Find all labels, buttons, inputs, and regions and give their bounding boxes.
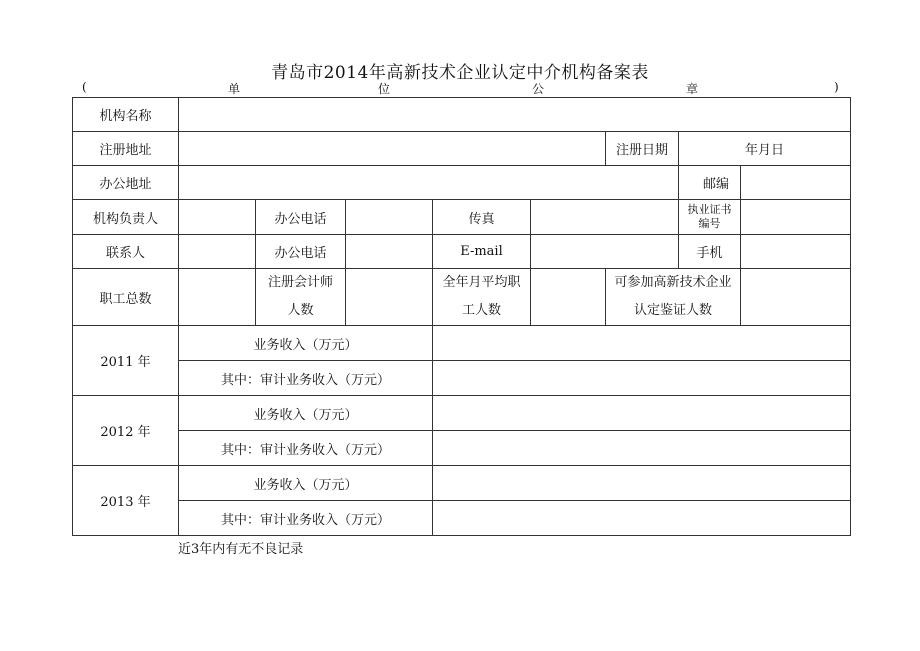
- label-avg-staff-line1: 全年月平均职: [442, 275, 521, 290]
- row-2011-audit: [73, 361, 851, 396]
- input-avg-staff[interactable]: [531, 269, 606, 326]
- input-org-name[interactable]: [179, 98, 851, 132]
- input-office-address[interactable]: [179, 166, 679, 200]
- label-license-no: [679, 200, 741, 235]
- input-reg-date[interactable]: 年月日: [679, 132, 851, 166]
- row-staff: [73, 269, 851, 326]
- label-2013-income: 业务收入（万元）: [179, 466, 433, 501]
- label-license-no-line2: 编号: [698, 217, 721, 230]
- row-2013-income: [73, 466, 851, 501]
- label-license-no-line1: 执业证书: [687, 203, 732, 216]
- label-postcode: 邮编: [679, 166, 741, 200]
- seal-char-4: 章: [686, 82, 699, 96]
- row-org-name: [73, 98, 851, 132]
- label-appraisal-count: [606, 269, 741, 326]
- label-2011-audit: 其中：审计业务收入（万元）: [179, 361, 433, 396]
- label-year-2011: 2011 年: [73, 326, 179, 396]
- label-reg-address: 注册地址: [73, 132, 179, 166]
- input-staff-total[interactable]: [179, 269, 256, 326]
- input-contact[interactable]: [179, 235, 256, 269]
- label-2011-income: 业务收入（万元）: [179, 326, 433, 361]
- input-email[interactable]: [531, 235, 679, 269]
- row-2012-audit: [73, 431, 851, 466]
- input-cpa-count[interactable]: [346, 269, 433, 326]
- label-cpa-count-line1: 注册会计师: [267, 275, 333, 290]
- input-2013-audit[interactable]: [433, 501, 851, 536]
- input-postcode[interactable]: [741, 166, 851, 200]
- input-appraisal-count[interactable]: [741, 269, 851, 326]
- label-org-name: 机构名称: [73, 98, 179, 132]
- row-contact: [73, 235, 851, 269]
- label-2013-audit: 其中：审计业务收入（万元）: [179, 501, 433, 536]
- input-2011-income[interactable]: [433, 326, 851, 361]
- input-2012-income[interactable]: [433, 396, 851, 431]
- label-email: E-mail: [433, 235, 531, 269]
- label-appraisal-count-line1: 可参加高新技术企业: [614, 275, 732, 290]
- input-fax[interactable]: [531, 200, 679, 235]
- input-2011-audit[interactable]: [433, 361, 851, 396]
- bad-record-note: 近3年内有无不良记录: [178, 542, 304, 557]
- input-2013-income[interactable]: [433, 466, 851, 501]
- registration-form-table: [72, 97, 851, 536]
- seal-char-3: 公: [532, 82, 545, 96]
- label-year-2012: 2012 年: [73, 396, 179, 466]
- label-2012-audit: 其中：审计业务收入（万元）: [179, 431, 433, 466]
- row-reg-address: [73, 132, 851, 166]
- row-2012-income: [73, 396, 851, 431]
- label-avg-staff: [433, 269, 531, 326]
- row-2011-income: [73, 326, 851, 361]
- input-reg-address[interactable]: [179, 132, 606, 166]
- seal-close-paren: ): [834, 80, 839, 94]
- label-2012-income: 业务收入（万元）: [179, 396, 433, 431]
- input-office-phone-2[interactable]: [346, 235, 433, 269]
- label-mobile: 手机: [679, 235, 741, 269]
- row-2013-audit: [73, 501, 851, 536]
- seal-open-paren: (: [82, 80, 87, 94]
- label-fax: 传真: [433, 200, 531, 235]
- label-office-phone: 办公电话: [256, 200, 346, 235]
- label-staff-total: 职工总数: [73, 269, 179, 326]
- label-avg-staff-line2: 工人数: [461, 303, 501, 318]
- unit-seal-line: [82, 80, 842, 96]
- row-head: [73, 200, 851, 235]
- input-license-no[interactable]: [741, 200, 851, 235]
- input-head[interactable]: [179, 200, 256, 235]
- row-office-address: [73, 166, 851, 200]
- label-cpa-count: [256, 269, 346, 326]
- label-reg-date: 注册日期: [606, 132, 679, 166]
- label-contact: 联系人: [73, 235, 179, 269]
- label-head: 机构负责人: [73, 200, 179, 235]
- input-2012-audit[interactable]: [433, 431, 851, 466]
- input-mobile[interactable]: [741, 235, 851, 269]
- label-cpa-count-line2: 人数: [287, 303, 314, 318]
- seal-char-1: 单: [228, 82, 241, 96]
- label-office-phone-2: 办公电话: [256, 235, 346, 269]
- label-office-address: 办公地址: [73, 166, 179, 200]
- label-year-2013: 2013 年: [73, 466, 179, 536]
- input-office-phone[interactable]: [346, 200, 433, 235]
- label-appraisal-count-line2: 认定鉴证人数: [633, 303, 712, 318]
- form-title: 青岛市2014年高新技术企业认定中介机构备案表: [271, 63, 649, 83]
- seal-char-2: 位: [378, 82, 391, 96]
